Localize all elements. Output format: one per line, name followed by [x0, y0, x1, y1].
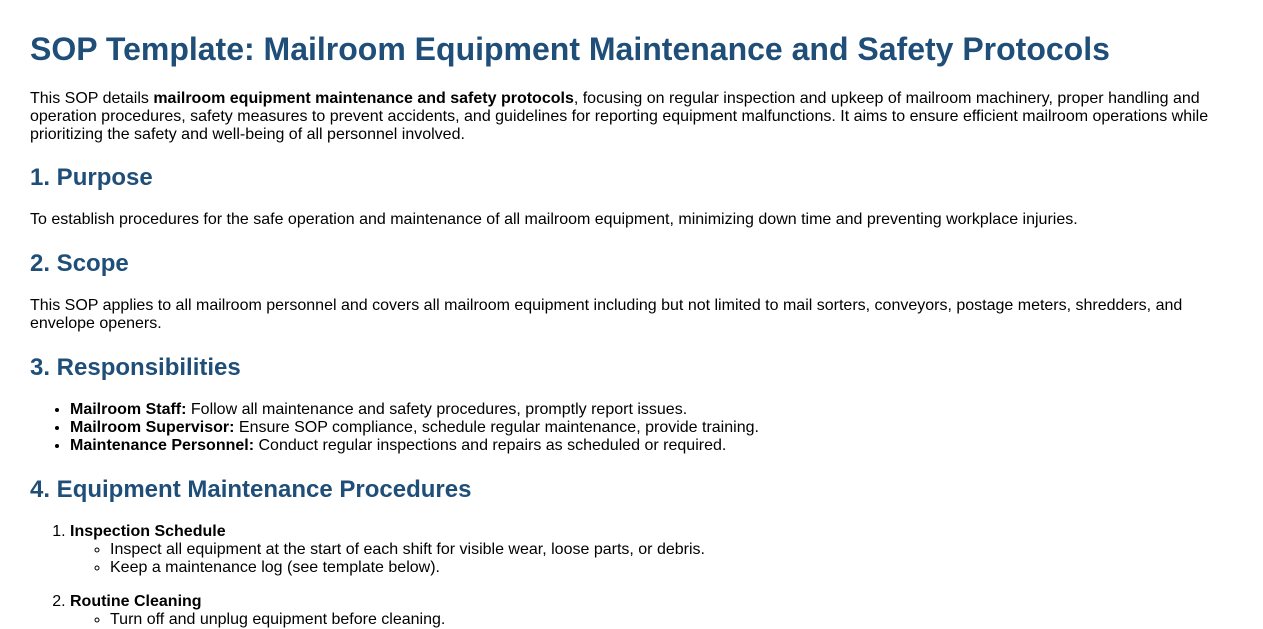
role-description: Follow all maintenance and safety procedures, promptly report issues.	[186, 401, 688, 418]
responsibilities-list	[30, 401, 1233, 455]
procedure-step	[70, 523, 1233, 577]
section-heading-responsibilities: 3. Responsibilities	[30, 354, 241, 381]
list-item: ◦ Keep a maintenance log (see template below).	[110, 559, 1233, 577]
role-description: Ensure SOP compliance, schedule regular maintenance, provide training.	[234, 419, 759, 436]
section-heading-purpose: 1. Purpose	[30, 164, 153, 191]
procedures-list	[30, 523, 1233, 629]
section-heading-maintenance-procedures: 4. Equipment Maintenance Procedures	[30, 476, 472, 503]
purpose-text: To establish procedures for the safe operation and maintenance of all mailroom equipment, minimizing down time and preventing workplace injuries.	[30, 211, 1078, 228]
scope-text: This SOP applies to all mailroom personnel and covers all mailroom equipment including but not limited to mail sorters, conveyors, postage meters, shredders, and envelope openers.	[30, 297, 1183, 332]
intro-paragraph	[30, 90, 1233, 144]
page-title: SOP Template: Mailroom Equipment Maintenance and Safety Protocols	[30, 31, 1110, 67]
list-item	[70, 419, 1233, 437]
intro-text-bold: mailroom equipment maintenance and safety protocols	[153, 90, 574, 107]
role-name: Maintenance Personnel:	[70, 437, 255, 454]
role-name: Mailroom Staff:	[70, 401, 187, 418]
procedure-step	[70, 593, 1233, 629]
procedure-substeps	[70, 611, 1233, 629]
list-item: ◦ Inspect all equipment at the start of each shift for visible wear, loose parts, or debris.	[110, 541, 1233, 559]
procedure-substeps	[70, 541, 1233, 577]
intro-text-start: This SOP details	[30, 90, 154, 107]
procedure-step-title: Inspection Schedule	[70, 523, 226, 540]
procedure-step-title: Routine Cleaning	[70, 593, 202, 610]
list-item	[70, 401, 1233, 419]
section-heading-scope: 2. Scope	[30, 250, 129, 277]
list-item: ◦ Turn off and unplug equipment before cleaning.	[110, 611, 1233, 629]
role-description: Conduct regular inspections and repairs as scheduled or required.	[254, 437, 727, 454]
list-item	[70, 437, 1233, 455]
intro-text-end: , focusing on regular inspection and upkeep of mailroom machinery, proper handling and operation procedures, safety measures to prevent accidents, and guidelines for reporting equipment malfunctions. It aims to ensure efficient mailroom operations while prioritizing the safety and well-being of all personnel involved.	[30, 90, 1209, 143]
role-name: Mailroom Supervisor:	[70, 419, 235, 436]
